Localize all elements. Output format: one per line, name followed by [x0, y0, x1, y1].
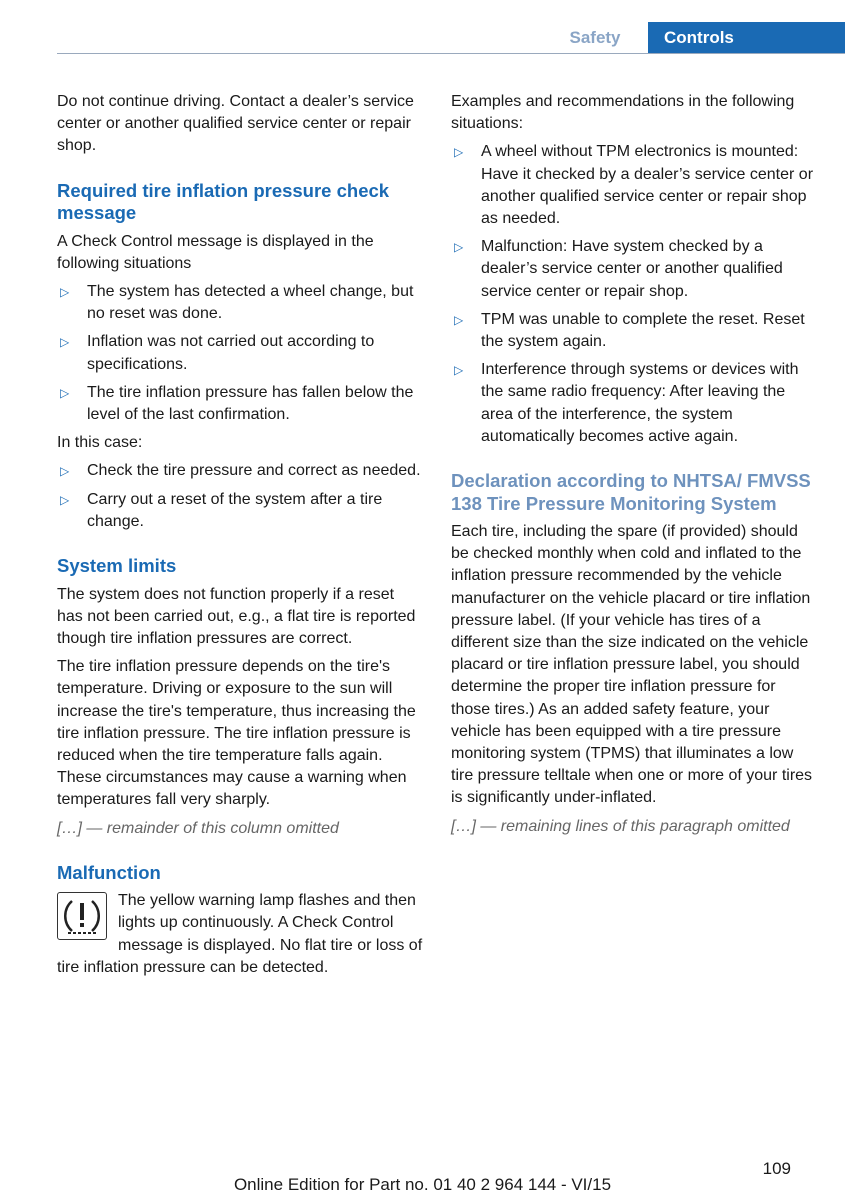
intro-paragraph: Do not continue driving. Contact a dealer’s service center or another qualified service center or repair shop.	[57, 93, 414, 155]
list-item: ▷ The tire inflation pressure has fallen below the level of the last confirmation.	[60, 383, 414, 424]
limits-paragraph-2: The tire inflation pressure depends on the tire's temperature. Driving or exposure to the sun will increase the tire's temperature, thus increasing the tire inflation pressure. The tire inflation pressure is reduced when the tire temperature falls again. These circumstances may cause a warning when temperatures fall very sharply.	[57, 658, 416, 809]
limits-paragraph-1: The system does not function properly if a reset has not been carried out, e.g., a flat tire is reported though tire inflation pressures are correct.	[57, 585, 416, 647]
examples-list	[451, 141, 817, 448]
heading-required-check: Required tire inflation pressure check message	[57, 179, 390, 224]
page-header	[0, 22, 845, 54]
list-item: ▷ Interference through systems or devices with the same radio frequency: After leaving the area of the interference, the system automatically becomes active again.	[454, 361, 799, 445]
omission-note: […] — remainder of this column omitted	[57, 819, 339, 837]
heading-malfunction: Malfunction	[57, 861, 161, 883]
list-item: ▷ Inflation was not carried out according to specifications.	[60, 333, 375, 373]
heading-declaration: Declaration according to NHTSA/ FMVSS 138 Tire Pressure Monitoring System	[451, 470, 811, 514]
right-column	[451, 91, 817, 844]
triangle-bullet-icon: ▷	[454, 145, 464, 160]
examples-paragraph: Examples and recommendations in the following situations:	[451, 93, 795, 133]
list-item: ▷ Check the tire pressure and correct as needed.	[57, 460, 423, 482]
case-list	[57, 460, 423, 533]
triangle-bullet-icon: ▷	[454, 240, 464, 255]
triangle-bullet-icon: ▷	[60, 492, 70, 507]
list-item: ▷ A wheel without TPM electronics is mounted: Have it checked by a dealer’s service center or another qualified service center or repair shop as needed.	[454, 143, 814, 228]
triangle-bullet-icon: ▷	[60, 385, 70, 400]
triangle-bullet-icon: ▷	[60, 464, 70, 479]
triangle-bullet-icon: ▷	[454, 363, 464, 378]
left-column	[57, 91, 423, 985]
footer-edition: Online Edition for Part no. 01 40 2 964 144 - VI/15	[233, 1175, 612, 1194]
omission-note: […] — remaining lines of this paragraph omitted	[451, 817, 790, 835]
in-this-case-label: In this case:	[57, 434, 143, 452]
heading-system-limits: System limits	[57, 555, 177, 577]
list-item: ▷ TPM was unable to complete the reset. Reset the system again.	[454, 310, 805, 351]
situations-list	[57, 281, 423, 426]
list-item: ▷ Malfunction: Have system checked by a dealer’s service center or another qualified service center or repair shop.	[454, 238, 783, 300]
triangle-bullet-icon: ▷	[60, 335, 70, 350]
tire-pressure-warning-icon	[57, 892, 107, 940]
tab-safety: Safety	[569, 28, 621, 47]
page-number: 109	[762, 1159, 791, 1178]
malfunction-block	[57, 890, 423, 979]
header-rule	[57, 53, 845, 54]
declaration-paragraph: Each tire, including the spare (if provided) should be checked monthly when cold and inflated to the inflation pressure recommended by the vehicle manufacturer on the vehicle placard or tire inflation pressure label. (If your vehicle has tires of a different size than the size indicated on the vehicle placard or tire inflation pressure label, you should determine the proper tire inflation pressure for those tires.) As an added safety feature, your vehicle has been equipped with a tire pressure monitoring system (TPMS) that illuminates a low tire pressure telltale when one or more of your tires is significantly under-inflated.	[451, 523, 813, 807]
list-item: ▷ The system has detected a wheel change, but no reset was done.	[60, 283, 414, 323]
tab-controls: Controls	[648, 22, 845, 53]
list-item: ▷ Carry out a reset of the system after a tire change.	[60, 490, 383, 530]
required-check-paragraph: A Check Control message is displayed in the following situations	[57, 232, 374, 272]
triangle-bullet-icon: ▷	[60, 285, 70, 300]
triangle-bullet-icon: ▷	[454, 312, 464, 327]
malfunction-paragraph: The yellow warning lamp flashes and then lights up continuously. A Check Control message is displayed. No flat tire or loss of tire inflation pressure can be detected.	[57, 892, 423, 976]
